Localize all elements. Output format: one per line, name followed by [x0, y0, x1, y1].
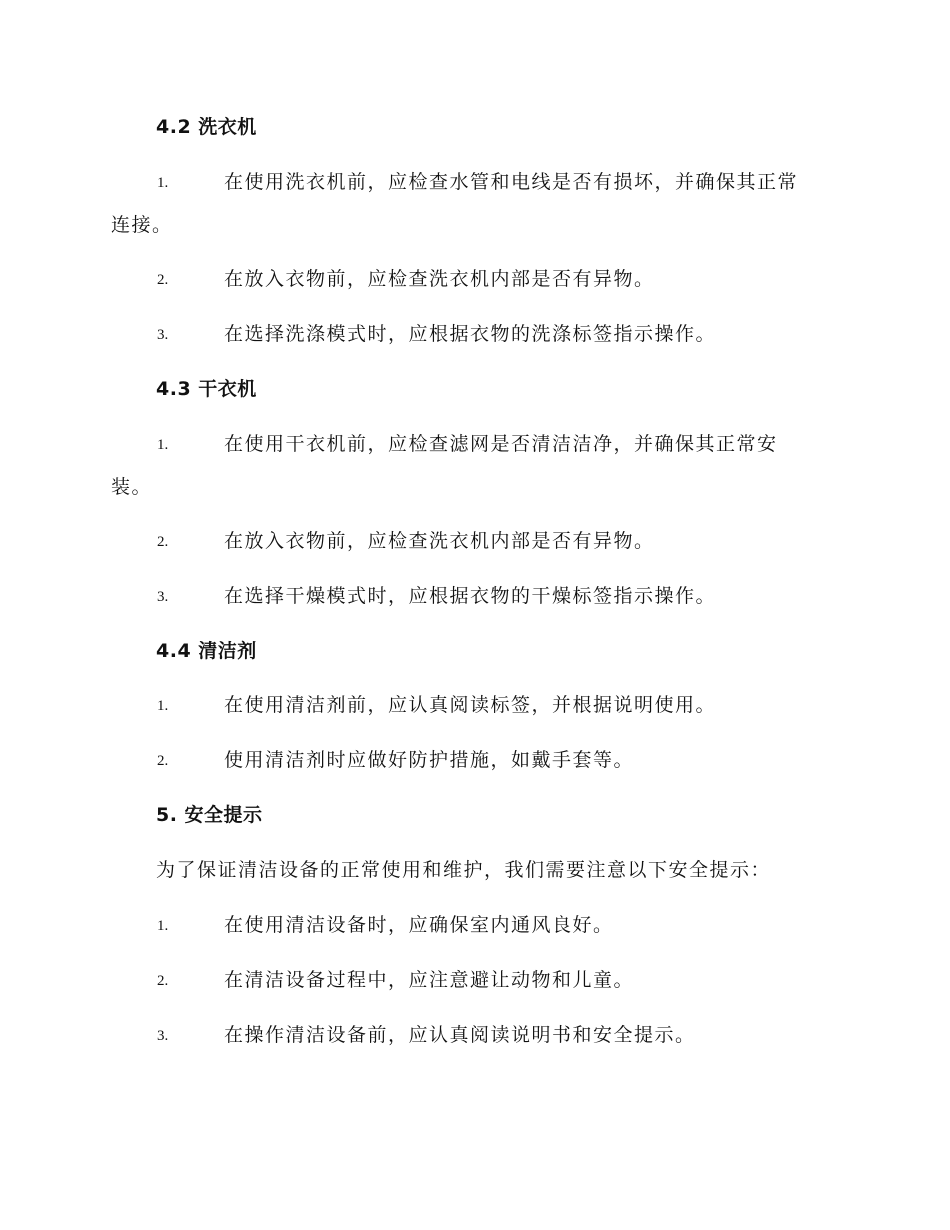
list-number: 1. [157, 918, 169, 934]
list-item-text: 在使用洗衣机前，应检查水管和电线是否有损坏，并确保其正常 [224, 171, 799, 193]
list-item-text: 在放入衣物前，应检查洗衣机内部是否有异物。 [224, 268, 655, 290]
list-item-text: 使用清洁剂时应做好防护措施，如戴手套等。 [224, 749, 635, 771]
intro-paragraph: 为了保证清洁设备的正常使用和维护，我们需要注意以下安全提示： [156, 859, 772, 881]
list-item-text: 在选择干燥模式时，应根据衣物的干燥标签指示操作。 [224, 585, 717, 607]
section-heading-4-3: 4.3 干衣机 [156, 378, 257, 400]
section-heading-5: 5. 安全提示 [156, 804, 263, 826]
section-heading-4-2: 4.2 洗衣机 [156, 116, 257, 138]
list-item-text: 在使用干衣机前，应检查滤网是否清洁洁净，并确保其正常安 [224, 433, 778, 455]
list-number: 1. [157, 698, 169, 714]
list-number: 3. [157, 589, 169, 605]
list-number: 2. [157, 272, 169, 288]
list-item-text: 在清洁设备过程中，应注意避让动物和儿童。 [224, 969, 635, 991]
list-item-text: 在使用清洁剂前，应认真阅读标签，并根据说明使用。 [224, 694, 717, 716]
list-number: 2. [157, 753, 169, 769]
list-number: 1. [157, 175, 169, 191]
list-item-text-continuation: 连接。 [111, 214, 173, 236]
list-item-text: 在操作清洁设备前，应认真阅读说明书和安全提示。 [224, 1024, 696, 1046]
list-number: 2. [157, 973, 169, 989]
list-number: 1. [157, 437, 169, 453]
list-item-text-continuation: 装。 [111, 476, 153, 498]
section-heading-4-4: 4.4 清洁剂 [156, 640, 257, 662]
list-number: 2. [157, 534, 169, 550]
list-item-text: 在使用清洁设备时，应确保室内通风良好。 [224, 914, 614, 936]
list-item-text: 在放入衣物前，应检查洗衣机内部是否有异物。 [224, 530, 655, 552]
list-item-text: 在选择洗涤模式时，应根据衣物的洗涤标签指示操作。 [224, 323, 717, 345]
list-number: 3. [157, 1028, 169, 1044]
list-number: 3. [157, 327, 169, 343]
